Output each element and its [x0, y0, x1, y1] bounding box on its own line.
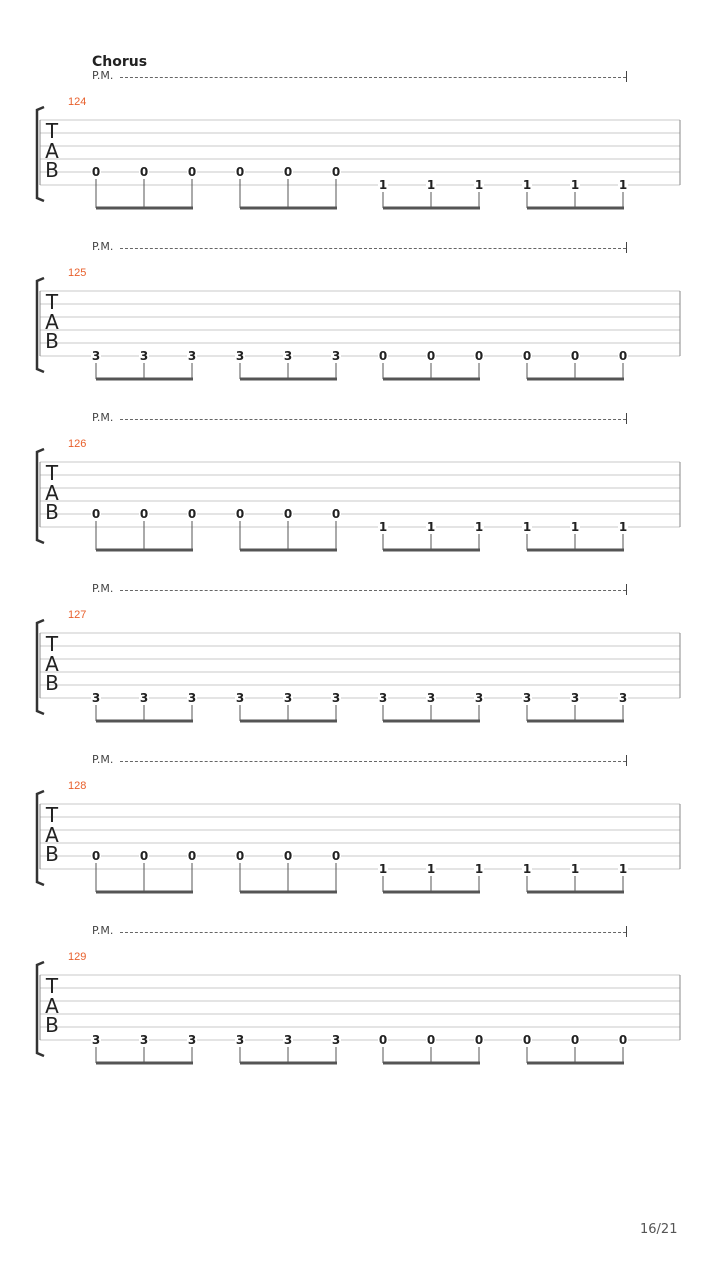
tab-clef-letter: B	[45, 329, 59, 353]
tab-staff	[0, 924, 720, 1074]
note-beam	[527, 378, 624, 381]
fret-number: 3	[283, 691, 293, 705]
fret-number: 1	[378, 520, 388, 534]
fret-number: 0	[235, 165, 245, 179]
note-beam	[240, 720, 337, 723]
tab-system	[0, 582, 720, 732]
fret-number: 0	[426, 349, 436, 363]
tab-clef-letter: B	[45, 1013, 59, 1037]
note-beam	[527, 1062, 624, 1065]
bar-number: 128	[68, 780, 87, 792]
fret-number: 1	[426, 520, 436, 534]
note-beam	[383, 891, 480, 894]
tab-clef-letter: T	[45, 119, 59, 143]
fret-number: 0	[474, 349, 484, 363]
note-beam	[527, 207, 624, 210]
fret-number: 0	[331, 849, 341, 863]
fret-number: 0	[378, 349, 388, 363]
tab-clef-letter: B	[45, 158, 59, 182]
tab-staff	[0, 411, 720, 561]
fret-number: 1	[522, 862, 532, 876]
fret-number: 0	[139, 849, 149, 863]
fret-number: 3	[187, 1033, 197, 1047]
note-beam	[96, 720, 193, 723]
fret-number: 0	[187, 165, 197, 179]
palm-mute-label: P.M.	[92, 924, 114, 937]
palm-mute-label: P.M.	[92, 582, 114, 595]
tab-clef-letter: A	[45, 652, 59, 676]
note-beam	[96, 207, 193, 210]
fret-number: 3	[474, 691, 484, 705]
fret-number: 3	[187, 349, 197, 363]
fret-number: 1	[426, 862, 436, 876]
tab-clef-letter: T	[45, 461, 59, 485]
fret-number: 0	[235, 849, 245, 863]
tab-system	[0, 924, 720, 1074]
fret-number: 1	[378, 178, 388, 192]
fret-number: 3	[235, 691, 245, 705]
fret-number: 1	[474, 862, 484, 876]
fret-number: 3	[570, 691, 580, 705]
tab-clef-letter: B	[45, 671, 59, 695]
note-beam	[240, 549, 337, 552]
fret-number: 1	[570, 520, 580, 534]
tab-system	[0, 240, 720, 390]
note-beam	[96, 891, 193, 894]
tab-clef-letter: T	[45, 974, 59, 998]
note-beam	[240, 207, 337, 210]
fret-number: 1	[618, 862, 628, 876]
tab-clef-letter: B	[45, 500, 59, 524]
note-beam	[240, 378, 337, 381]
fret-number: 0	[187, 849, 197, 863]
tab-staff	[0, 753, 720, 903]
tab-clef-letter: A	[45, 310, 59, 334]
bar-number: 124	[68, 96, 87, 108]
tab-system	[0, 69, 720, 219]
fret-number: 1	[570, 178, 580, 192]
bar-number: 127	[68, 609, 87, 621]
fret-number: 0	[474, 1033, 484, 1047]
fret-number: 0	[283, 849, 293, 863]
tab-system	[0, 411, 720, 561]
fret-number: 0	[378, 1033, 388, 1047]
bar-number: 126	[68, 438, 87, 450]
fret-number: 0	[91, 165, 101, 179]
tab-system	[0, 753, 720, 903]
note-beam	[527, 891, 624, 894]
fret-number: 3	[91, 349, 101, 363]
fret-number: 0	[331, 165, 341, 179]
fret-number: 0	[187, 507, 197, 521]
fret-number: 0	[139, 507, 149, 521]
fret-number: 3	[331, 1033, 341, 1047]
tab-clef-letter: T	[45, 290, 59, 314]
fret-number: 0	[139, 165, 149, 179]
fret-number: 0	[91, 849, 101, 863]
fret-number: 0	[283, 507, 293, 521]
tab-clef-letter: A	[45, 823, 59, 847]
note-beam	[383, 720, 480, 723]
page-number: 16/21	[640, 1222, 678, 1237]
fret-number: 3	[91, 1033, 101, 1047]
fret-number: 1	[522, 178, 532, 192]
tab-clef-letter: A	[45, 481, 59, 505]
fret-number: 3	[426, 691, 436, 705]
fret-number: 3	[139, 691, 149, 705]
fret-number: 3	[139, 349, 149, 363]
note-beam	[383, 378, 480, 381]
fret-number: 0	[283, 165, 293, 179]
tab-staff	[0, 582, 720, 732]
fret-number: 3	[235, 349, 245, 363]
fret-number: 0	[522, 349, 532, 363]
note-beam	[96, 378, 193, 381]
fret-number: 0	[522, 1033, 532, 1047]
fret-number: 1	[474, 520, 484, 534]
fret-number: 3	[91, 691, 101, 705]
bar-number: 125	[68, 267, 87, 279]
fret-number: 3	[618, 691, 628, 705]
note-beam	[96, 1062, 193, 1065]
fret-number: 1	[618, 520, 628, 534]
fret-number: 3	[331, 349, 341, 363]
palm-mute-label: P.M.	[92, 753, 114, 766]
tab-clef-letter: B	[45, 842, 59, 866]
palm-mute-label: P.M.	[92, 411, 114, 424]
note-beam	[527, 549, 624, 552]
fret-number: 1	[522, 520, 532, 534]
fret-number: 3	[187, 691, 197, 705]
fret-number: 0	[618, 1033, 628, 1047]
tab-clef-letter: A	[45, 139, 59, 163]
tab-clef-letter: T	[45, 632, 59, 656]
note-beam	[383, 207, 480, 210]
fret-number: 3	[235, 1033, 245, 1047]
fret-number: 1	[618, 178, 628, 192]
note-beam	[240, 1062, 337, 1065]
note-beam	[527, 720, 624, 723]
palm-mute-label: P.M.	[92, 69, 114, 82]
fret-number: 1	[570, 862, 580, 876]
fret-number: 1	[426, 178, 436, 192]
fret-number: 1	[378, 862, 388, 876]
tab-staff	[0, 69, 720, 219]
bar-number: 129	[68, 951, 87, 963]
fret-number: 3	[378, 691, 388, 705]
fret-number: 3	[139, 1033, 149, 1047]
fret-number: 0	[618, 349, 628, 363]
tab-staff	[0, 240, 720, 390]
note-beam	[240, 891, 337, 894]
note-beam	[383, 549, 480, 552]
fret-number: 0	[570, 349, 580, 363]
fret-number: 3	[522, 691, 532, 705]
fret-number: 3	[331, 691, 341, 705]
fret-number: 1	[474, 178, 484, 192]
note-beam	[383, 1062, 480, 1065]
note-beam	[96, 549, 193, 552]
palm-mute-label: P.M.	[92, 240, 114, 253]
fret-number: 3	[283, 1033, 293, 1047]
section-label: Chorus	[92, 54, 148, 70]
fret-number: 0	[426, 1033, 436, 1047]
fret-number: 0	[91, 507, 101, 521]
fret-number: 0	[570, 1033, 580, 1047]
tab-clef-letter: T	[45, 803, 59, 827]
tab-clef-letter: A	[45, 994, 59, 1018]
fret-number: 3	[283, 349, 293, 363]
fret-number: 0	[235, 507, 245, 521]
fret-number: 0	[331, 507, 341, 521]
